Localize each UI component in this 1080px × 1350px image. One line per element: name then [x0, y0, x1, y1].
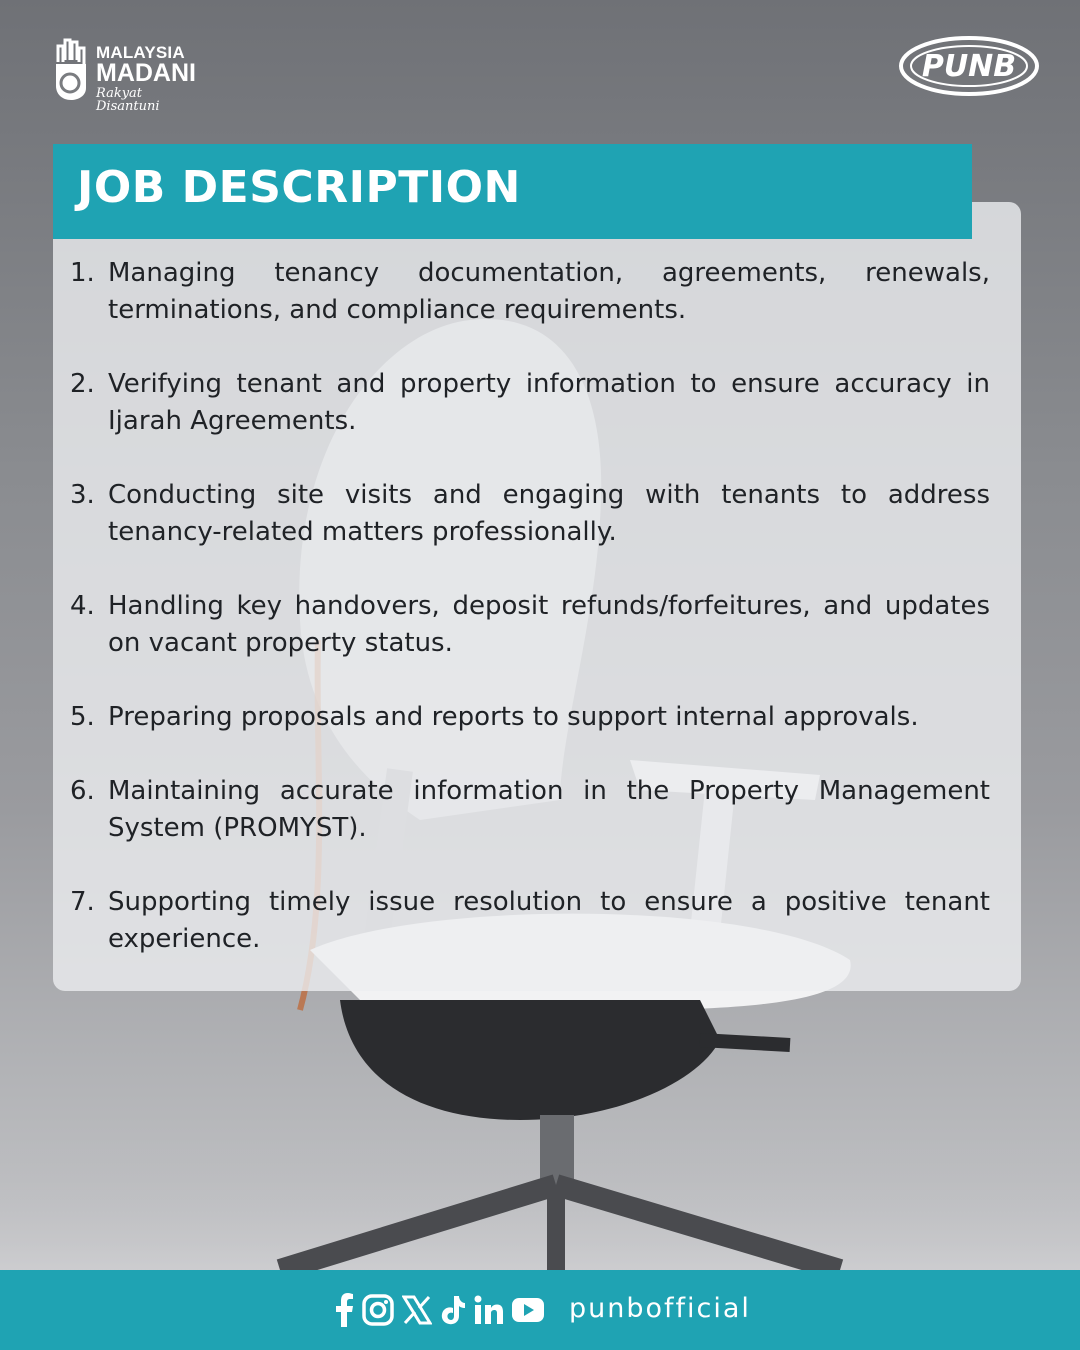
list-item-text: Maintaining accurate information in the Property Management System (PROMYST). — [108, 776, 990, 843]
list-item-text: Handling key handovers, deposit refunds/forfeitures, and updates on vacant property status. — [108, 591, 990, 658]
list-item-number: 1. — [70, 258, 95, 288]
linkedin-icon[interactable] — [474, 1293, 504, 1327]
x-icon[interactable] — [402, 1293, 432, 1327]
duties-list — [70, 255, 990, 995]
list-item-text: Conducting site visits and engaging with tenants to address tenancy-related matters professionally. — [108, 480, 990, 547]
youtube-icon[interactable] — [512, 1293, 544, 1327]
list-item-number: 4. — [70, 591, 95, 621]
malaysia-madani-logo — [52, 38, 202, 114]
punb-logo-text: PUNB — [921, 49, 1017, 84]
list-item-text: Managing tenancy documentation, agreements, renewals, terminations, and compliance requirements. — [108, 258, 990, 325]
madani-tagline: Rakyat Disantuni — [96, 86, 160, 114]
madani-hand-icon — [52, 38, 92, 102]
header-bar — [53, 144, 972, 239]
list-item — [70, 884, 990, 995]
list-item — [70, 773, 990, 884]
instagram-icon[interactable] — [362, 1293, 394, 1327]
madani-line1: MALAYSIA — [96, 43, 185, 62]
list-item-text: Verifying tenant and property information to ensure accuracy in Ijarah Agreements. — [108, 369, 990, 436]
madani-line2: MADANI — [96, 59, 196, 87]
punb-logo — [896, 34, 1042, 98]
list-item — [70, 366, 990, 477]
page-title: JOB DESCRIPTION — [77, 162, 521, 213]
list-item-text: Preparing proposals and reports to support internal approvals. — [108, 702, 919, 732]
social-icons — [334, 1292, 544, 1328]
list-item-text: Supporting timely issue resolution to ensure a positive tenant experience. — [108, 887, 990, 954]
list-item-number: 6. — [70, 776, 95, 806]
list-item-number: 3. — [70, 480, 95, 510]
facebook-icon[interactable] — [334, 1293, 354, 1327]
footer-bar — [0, 1270, 1080, 1350]
list-item-number: 7. — [70, 887, 95, 917]
tiktok-icon[interactable] — [440, 1293, 466, 1327]
list-item — [70, 255, 990, 366]
social-handle: punbofficial — [569, 1293, 751, 1324]
list-item — [70, 699, 990, 773]
list-item-number: 5. — [70, 702, 95, 732]
list-item — [70, 588, 990, 699]
madani-wordmark — [96, 44, 202, 113]
list-item — [70, 477, 990, 588]
list-item-number: 2. — [70, 369, 95, 399]
